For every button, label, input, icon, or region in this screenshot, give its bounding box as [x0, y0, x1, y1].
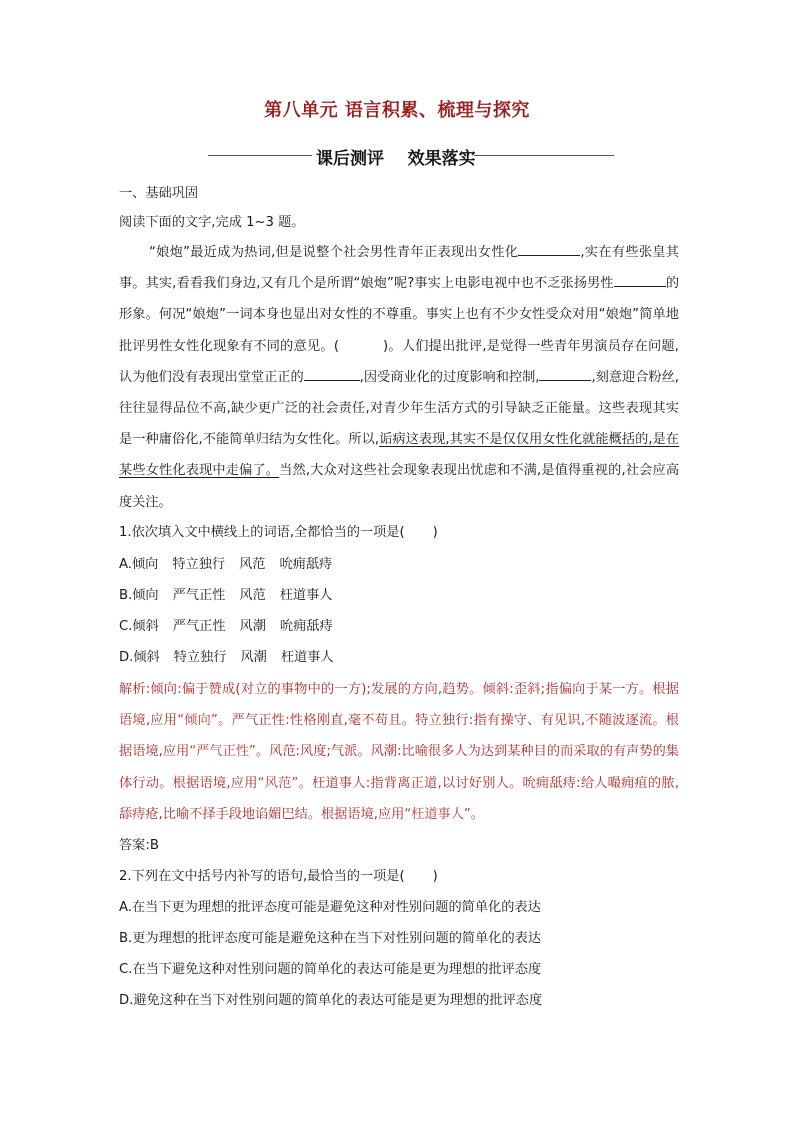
q1-analysis: 解析:倾向:偏于赞成(对立的事物中的一方);发展的方向,趋势。倾斜:歪斜;指偏向于某一方。根据语境,应用“倾向”。严气正性:性格刚直,毫不苟且。特立独行:指有操守、有见识,不随波逐流。根据语境,应用“严气正性”。风范:风度;气派。风潮:比喻很多人为达到某种目的而采取的有声势的集体行动。根据语境,应用“风范”。枉道事人:指背离正道,以讨好别人。吮痈舐痔:给人嘬痈疽的脓,舔痔疮,比喻不择手段地谄媚巴结。根据语境,应用“枉道事人”。	[119, 682, 679, 822]
passage-text: “娘炮”最近成为热词,但是说整个社会男性青年正表现出女性化	[149, 245, 519, 260]
q1-option-a: A.倾向 特立独行 风范 吮痈舐痔	[119, 557, 333, 572]
q2-option-b: B.更为理想的批评态度可能是避免这种在当下对性别问题的简单化的表达	[119, 931, 542, 946]
subtitle-row	[208, 144, 614, 168]
q2-option-a: A.在当下更为理想的批评态度可能是避免这种对性别问题的简单化的表达	[119, 900, 541, 915]
passage-text: 的形象。何况“娘炮”一词本身也显出对女性的不尊重。事实上也有不少女性受众对用“娘炮”简单地批评男性女性化现象有不同的意见。(	[119, 276, 680, 354]
question-1-stem: 1.依次填入文中横线上的词语,全都恰当的一项是( )	[119, 525, 438, 540]
page-title: 第八单元 语言积累、梳理与探究	[264, 100, 530, 121]
q2-option-c: C.在当下避免这种对性别问题的简单化的表达可能是更为理想的批评态度	[119, 962, 542, 977]
fill-blank-2	[614, 272, 666, 287]
passage-text: ,实在有些张皇其事。其实,看看我们身边,又有几个是所谓“娘炮”呢?事实上电影电视中也不乏张扬男性	[119, 245, 679, 292]
q1-option-b: B.倾向 严气正性 风范 枉道事人	[119, 588, 333, 603]
passage-text: ,刻意迎合粉丝,往往显得品位不高,缺少更广泛的社会责任,对青少年生活方式的引导缺乏正能量。这些表现其实是一种庸俗化,不能简单归结为女性化。所以,	[119, 369, 679, 448]
section-heading: 一、基础巩固	[119, 186, 199, 201]
reading-instruction: 阅读下面的文字,完成 1~3 题。	[119, 215, 305, 230]
fill-blank-3	[304, 366, 360, 381]
passage-text: )。人们提出批评,是觉得一些青年男演员存在问题,认为他们没有表现出堂堂正正的	[119, 338, 679, 385]
fill-blank-4	[539, 366, 591, 381]
q2-option-d: D.避免这种在当下对性别问题的简单化的表达可能是更为理想的批评态度	[119, 993, 543, 1008]
q1-answer: 答案:B	[119, 838, 159, 853]
q1-option-c: C.倾斜 严气正性 风潮 吮痈舐痔	[119, 619, 333, 634]
question-2-stem: 2.下列在文中括号内补写的语句,最恰当的一项是( )	[119, 869, 438, 884]
reading-passage	[119, 237, 679, 518]
q1-option-d: D.倾斜 特立独行 风潮 枉道事人	[119, 650, 334, 665]
fill-blank-1	[518, 241, 580, 256]
subtitle-divider-right	[474, 155, 614, 156]
subtitle-divider-left	[208, 155, 312, 156]
passage-text: ,因受商业化的过度影响和控制,	[359, 369, 540, 385]
passage-text: 当然,大众对这些社会现象表现出忧虑和不满,是值得重视的,社会应高度关注。	[119, 463, 680, 510]
underlined-sentence: 诟病这表现,其实不是仅仅用女性化就能概括的,是在某些女性化表现中走偏了。	[119, 432, 679, 479]
section-subtitle: 课后测评 效果落实	[316, 149, 476, 169]
